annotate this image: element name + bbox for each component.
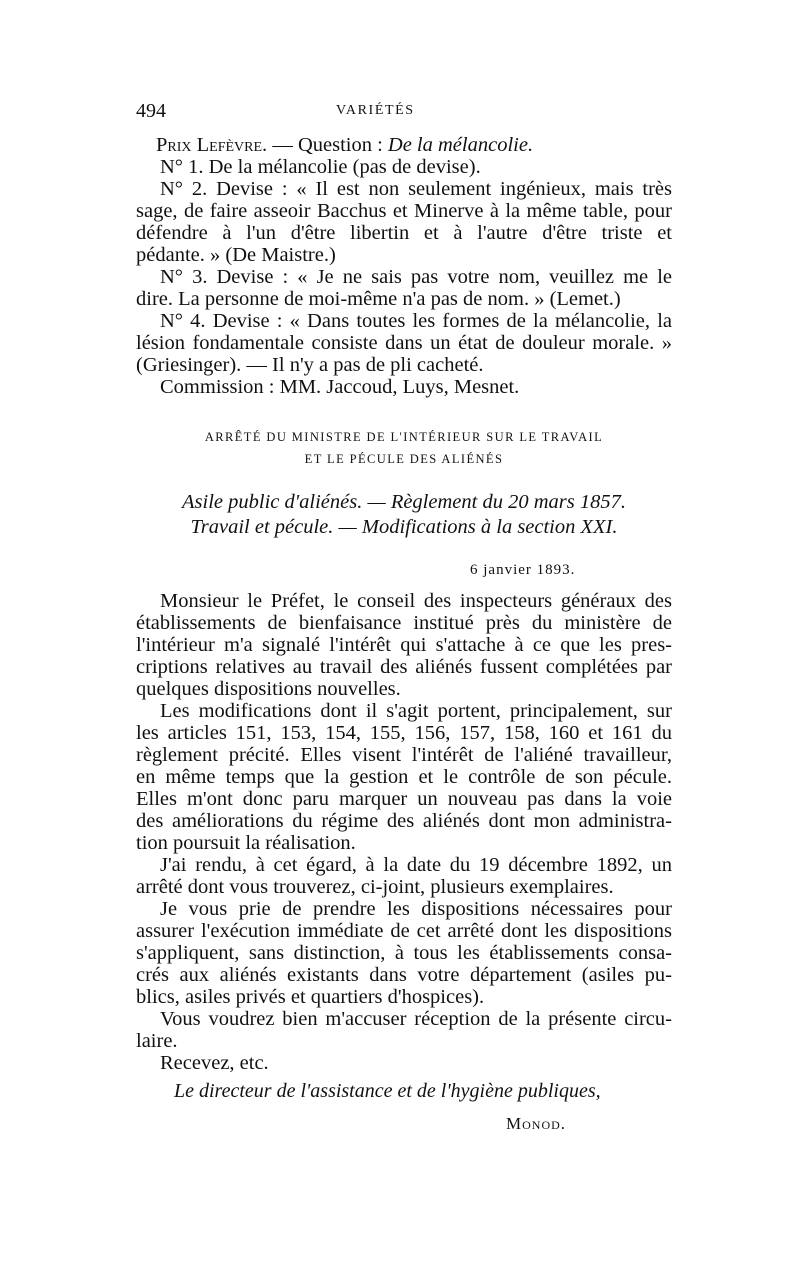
prize-section [136, 134, 672, 398]
prize-entry-line: N° 4. Devise : « Dans toutes les formes de la mélancolie, la [160, 310, 672, 332]
letter-paragraph [136, 898, 672, 1008]
letter-paragraph [136, 1008, 672, 1052]
prize-entry-paragraph [136, 156, 672, 178]
letter-line: l'intérieur m'a signalé l'intérêt qui s'attache à ce que les pres- [136, 634, 672, 656]
letter-line: arrêté dont vous trouverez, ci-joint, plusieurs exemplaires. [136, 876, 614, 898]
letter-line: criptions relatives au travail des aliénés fussent complétées par [136, 656, 672, 678]
prize-entry-paragraph [136, 178, 672, 266]
arrete-heading-line-2: ET LE PÉCULE DES ALIÉNÉS [304, 452, 504, 466]
prize-entry-paragraph [136, 376, 672, 398]
arrete-heading-line-1: ARRÊTÉ DU MINISTRE DE L'INTÉRIEUR SUR LE TRAVAIL [204, 430, 604, 444]
letter-line: crés aux aliénés existants dans votre département (asiles pu- [136, 964, 672, 986]
running-head [136, 100, 672, 124]
letter-paragraph [136, 1052, 672, 1074]
letter-line: tion poursuit la réalisation. [136, 832, 356, 854]
letter-line: les articles 151, 153, 154, 155, 156, 157, 158, 160 et 161 du [136, 722, 672, 744]
signature-line: Le directeur de l'assistance et de l'hygiène publiques, [174, 1080, 601, 1102]
prize-entry-line: dire. La personne de moi-même n'a pas de nom. » (Lemet.) [136, 288, 621, 310]
prize-entry-line: sage, de faire asseoir Bacchus et Minerve à la même table, pour [136, 200, 672, 222]
letter-date: 6 janvier 1893. [470, 562, 576, 578]
prize-entry-line: défendre à l'un d'être libertin et à l'autre d'être triste et [136, 222, 672, 244]
letter-paragraph [136, 700, 672, 854]
page-number: 494 [136, 100, 166, 122]
prize-entry-paragraph [136, 266, 672, 310]
prize-title-line [136, 134, 672, 156]
prize-name: Prix Lefèvre. [156, 134, 268, 156]
letter-line: Je vous prie de prendre les dispositions nécessaires pour [160, 898, 672, 920]
arrete-subtitle-line-2: Travail et pécule. — Modifications à la section XXI. [190, 516, 618, 538]
letter-line: établissements de bienfaisance institué près du ministère de [136, 612, 672, 634]
arrete-subtitle [136, 490, 672, 540]
prize-entry-line: N° 3. Devise : « Je ne sais pas votre nom, veuillez me le [160, 266, 672, 288]
letter-line: quelques dispositions nouvelles. [136, 678, 401, 700]
letter-line: Les modifications dont il s'agit portent, principalement, sur [160, 700, 672, 722]
letter-line: Monsieur le Préfet, le conseil des inspecteurs généraux des [160, 590, 672, 612]
prize-entry-paragraph [136, 310, 672, 376]
letter-line: laire. [136, 1030, 178, 1052]
letter-body [136, 590, 672, 1074]
prize-entry-line: N° 1. De la mélancolie (pas de devise). [160, 156, 481, 178]
prize-entry-line: pédante. » (De Maistre.) [136, 244, 336, 266]
arrete-heading [136, 428, 672, 468]
letter-line: Elles m'ont donc paru marquer un nouveau pas dans la voie [136, 788, 672, 810]
signer-name: Monod. [506, 1114, 567, 1133]
letter-line: règlement précité. Elles visent l'intérêt de l'aliéné travailleur, [136, 744, 672, 766]
letter-paragraph [136, 590, 672, 700]
letter-line: blics, asiles privés et quartiers d'hospices). [136, 986, 485, 1008]
letter-line: s'appliquent, sans distinction, à tous les établissements consa- [136, 942, 672, 964]
prize-entry-line: lésion fondamentale consiste dans un état de douleur morale. » [136, 332, 672, 354]
letter-line: en même temps que la gestion et le contrôle de son pécule. [136, 766, 672, 788]
prize-entry-line: Commission : MM. Jaccoud, Luys, Mesnet. [160, 376, 520, 398]
prize-entry-line: N° 2. Devise : « Il est non seulement ingénieux, mais très [160, 178, 672, 200]
prize-question-prefix: — Question : [267, 134, 388, 156]
letter-paragraph [136, 854, 672, 898]
prize-entry-line: (Griesinger). — Il n'y a pas de pli cacheté. [136, 354, 484, 376]
letter-line: Vous voudrez bien m'accuser réception de la présente circu- [160, 1008, 672, 1030]
running-title: VARIÉTÉS [336, 103, 415, 118]
letter-line: des améliorations du régime des aliénés dont mon administra- [136, 810, 672, 832]
prize-entries [136, 156, 672, 398]
letter-line: assurer l'exécution immédiate de cet arrêté dont les dispositions [136, 920, 672, 942]
arrete-subtitle-line-1: Asile public d'aliénés. — Règlement du 20 mars 1857. [182, 491, 626, 513]
letter-line: J'ai rendu, à cet égard, à la date du 19 décembre 1892, un [160, 854, 672, 876]
letter-line: Recevez, etc. [160, 1052, 269, 1074]
prize-question: De la mélancolie. [387, 134, 534, 156]
